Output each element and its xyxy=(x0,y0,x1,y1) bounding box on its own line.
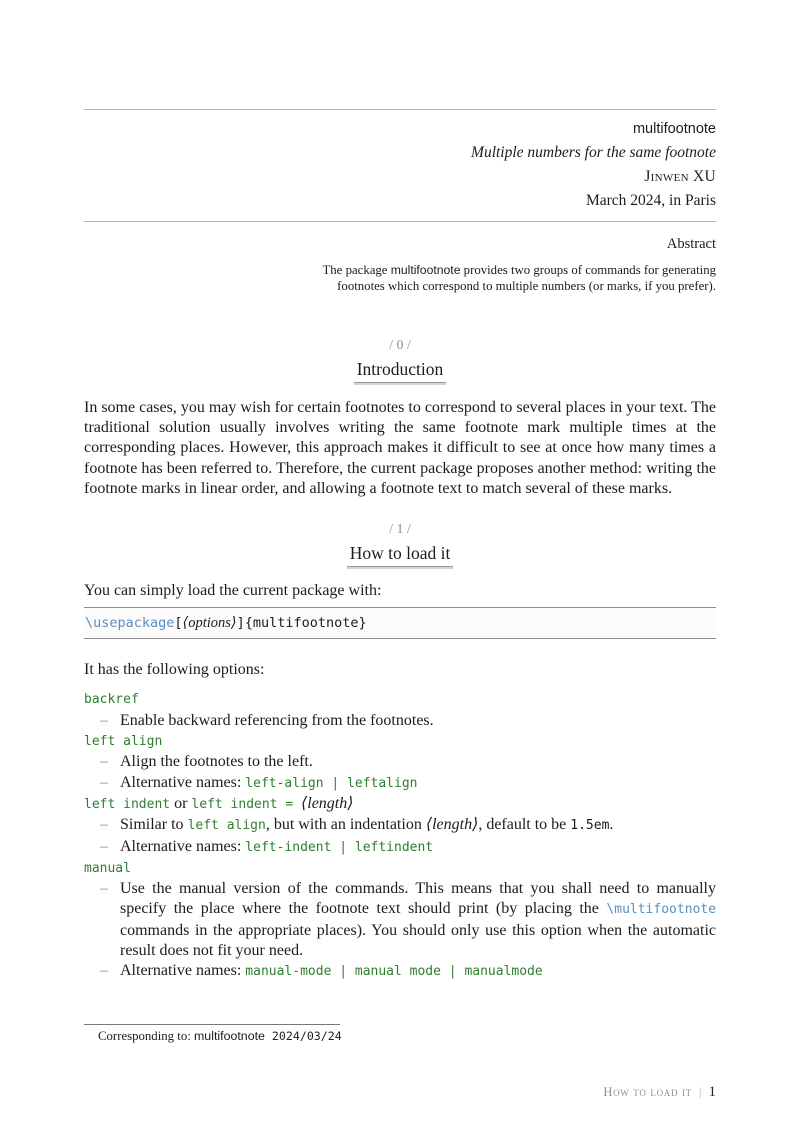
option-description-text xyxy=(120,753,313,770)
inline-code: left-indent | leftindent xyxy=(245,839,434,855)
meta-variable: ⟨length⟩ xyxy=(425,816,479,834)
code-line xyxy=(85,615,367,631)
inline-code: manual-mode | manual mode | manualmode xyxy=(245,964,543,980)
text-run: , but with an indentation xyxy=(265,816,426,834)
text-run: provides two groups of commands for generating footnotes which correspond to multiple numbers (or marks, if you prefer). xyxy=(337,263,716,293)
abstract-text xyxy=(289,262,716,294)
page-footer xyxy=(603,1084,716,1101)
meta-variable: ⟨options⟩ xyxy=(182,615,237,632)
latex-command[interactable]: \multifootnote xyxy=(606,902,716,918)
document-date: March 2024, in Paris xyxy=(585,192,716,209)
option-description-text xyxy=(120,962,543,979)
option-description-text xyxy=(120,712,434,729)
option-term xyxy=(84,794,716,815)
inline-code: [ xyxy=(174,615,183,632)
option-term xyxy=(84,689,716,710)
inline-code: manual xyxy=(84,860,131,876)
package-title: multifootnote xyxy=(632,121,716,137)
text-run: Corresponding to: xyxy=(98,1029,194,1043)
text-run: or xyxy=(170,794,192,812)
lead-paragraph: You can simply load the current package with: xyxy=(84,582,382,600)
title-block xyxy=(84,109,716,222)
text-run: The package xyxy=(322,263,391,277)
inline-code: ]{multifootnote} xyxy=(236,615,367,632)
option-description-item xyxy=(84,752,716,772)
option-term xyxy=(84,858,716,879)
footnote-text xyxy=(84,1029,716,1044)
section-heading xyxy=(84,359,716,383)
inline-code: left align xyxy=(187,818,266,834)
option-description-item xyxy=(84,879,716,961)
text-run: Alternative names: xyxy=(120,773,246,791)
package-name-text: multifootnote xyxy=(390,263,461,277)
latex-command: \usepackage xyxy=(85,615,175,632)
text-run: . xyxy=(609,816,614,834)
inline-code: left indent xyxy=(84,796,171,812)
options-intro: It has the following options: xyxy=(84,661,265,679)
section-how-to-load xyxy=(84,522,716,983)
text-run: commands in the appropriate places). You should only use this option when the automatic result does not fit your need. xyxy=(120,921,716,959)
text-run: , default to be xyxy=(478,816,571,834)
intro-paragraph: In some cases, you may wish for certain footnotes to correspond to several places in your text. The traditional solution usually involves writing the same footnote mark multiple times at the corresponding places. However, this approach makes it difficult to see at once how many times a footnote has been referred to. Therefore, the current package proposes another method: writing the footnote marks in linear order, and allowing a footnote text to match several of these marks. xyxy=(84,399,716,497)
running-head: How to load it xyxy=(603,1085,692,1099)
text-run: Alternative names: xyxy=(120,837,246,855)
dash-bullet: – xyxy=(100,816,108,834)
inline-code: left indent xyxy=(191,796,278,812)
option-description-text xyxy=(120,816,613,833)
section-title: Introduction xyxy=(354,359,447,383)
option-description-item xyxy=(84,837,716,858)
author-name: Jinwen XU xyxy=(644,168,716,185)
option-description-text xyxy=(120,880,716,959)
dash-bullet: – xyxy=(100,753,108,771)
inline-code: 2024/03/24 xyxy=(264,1029,342,1043)
section-introduction xyxy=(84,338,716,499)
option-description-item xyxy=(84,815,716,836)
footnote-rule xyxy=(84,1024,340,1025)
dash-bullet: – xyxy=(100,711,108,729)
inline-code: backref xyxy=(84,692,139,708)
footer-separator: | xyxy=(698,1084,702,1099)
option-description-text xyxy=(120,774,417,791)
inline-code: = xyxy=(277,796,301,812)
section-number: / 1 / xyxy=(389,522,411,538)
dash-bullet: – xyxy=(100,962,108,980)
meta-variable: ⟨length⟩ xyxy=(301,794,354,812)
page-content xyxy=(84,0,716,983)
text-run: Alternative names: xyxy=(120,962,246,980)
code-block xyxy=(84,607,716,639)
dash-bullet: – xyxy=(100,773,108,791)
footnote-area xyxy=(84,1024,716,1044)
document-subtitle: Multiple numbers for the same footnote xyxy=(471,144,716,161)
text-run: Use the manual version of the commands. This means that you shall need to manually specify the place where the footnote text should print (by placing the xyxy=(120,880,716,918)
text-run: Align the footnotes to the left. xyxy=(120,753,313,771)
text-run: Enable backward referencing from the footnotes. xyxy=(120,711,434,729)
inline-code: 1.5em xyxy=(570,818,610,834)
option-description-item xyxy=(84,961,716,982)
inline-code: left-align | leftalign xyxy=(245,775,418,791)
dash-bullet: – xyxy=(100,880,108,898)
dash-bullet: – xyxy=(100,837,108,855)
option-description-text xyxy=(120,838,433,855)
abstract-section xyxy=(84,236,716,294)
options-list xyxy=(84,689,716,982)
abstract-heading: Abstract xyxy=(666,236,716,252)
page-number: 1 xyxy=(708,1084,716,1100)
section-heading xyxy=(84,543,716,567)
option-term xyxy=(84,731,716,752)
section-number: / 0 / xyxy=(389,338,411,353)
inline-code: left align xyxy=(84,734,163,750)
package-name-text: multifootnote xyxy=(193,1029,265,1043)
section-title: How to load it xyxy=(347,543,454,567)
text-run: Similar to xyxy=(120,816,188,834)
option-description-item xyxy=(84,711,716,731)
option-description-item xyxy=(84,773,716,794)
